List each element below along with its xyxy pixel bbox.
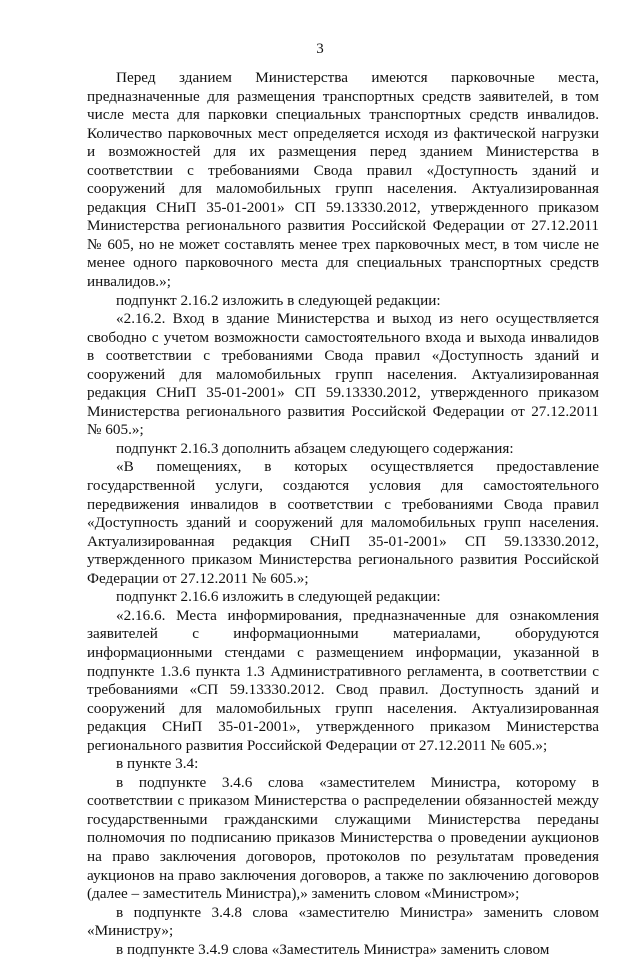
paragraph-subpoint-2-16-6-intro: подпункт 2.16.6 изложить в следующей редакции: xyxy=(116,588,441,606)
paragraph-point-3-4-intro: в пункте 3.4: xyxy=(116,755,199,773)
page-number: 3 xyxy=(316,41,324,57)
paragraph-subpoint-3-4-9: в подпункте 3.4.9 слова «Заместитель Министра» заменить словом xyxy=(116,940,550,958)
paragraph-subpoint-3-4-8: в подпункте 3.4.8 слова «заместителю Министра» заменить словом «Министру»; xyxy=(87,903,599,940)
paragraph-parking: Перед зданием Министерства имеются парковочные места, предназначенные для размещения транспортных средств заявителей, в том числе места для парковки специальных транспортных средств инвалидов. Количество парковочных мест определяется исходя из фактической нагрузки и возможностей для их размещения перед зданием Министерства в соответствии с требованиями Свода правил «Доступность зданий и сооружений для маломобильных групп населения. Актуализированная редакция СНиП 35-01-2001» СП 59.13330.2012, утвержденного приказом Министерства регионального развития Российской Федерации от 27.12.2011 № 605, но не может составлять менее трех парковочных мест, в том числе не менее одного парковочного места для специальных транспортных средств инвалидов.»; xyxy=(87,69,599,291)
paragraph-subpoint-2-16-6-text: «2.16.6. Места информирования, предназначенные для ознакомления заявителей с информационными материалами, оборудуются информационными стендами с размещением информации, указанной в подпункте 1.3.6 пункта 1.3 Административного регламента, в соответствии с требованиями «СП 59.13330.2012. Свод правил. Доступность зданий и сооружений для маломобильных групп населения. Актуализированная редакция СНиП 35-01-2001», утвержденного приказом Министерства регионального развития Российской Федерации от 27.12.2011 № 605.»; xyxy=(87,606,599,754)
paragraph-subpoint-3-4-6: в подпункте 3.4.6 слова «заместителем Министра, которому в соответствии с приказом Министерства о распределении обязанностей между государственными гражданскими служащими Министерства переданы полномочия по подписанию приказов Министерства о проведении аукционов на право заключения договоров, протоколов по результатам проведения аукционов на право заключения договоров, а также по заключению договоров (далее – заместитель Министра),» заменить словом «Министром»; xyxy=(87,773,599,903)
paragraph-subpoint-2-16-3-text: «В помещениях, в которых осуществляется предоставление государственной услуги, создаются условия для самостоятельного передвижения инвалидов в соответствии с требованиями Свода правил «Доступность зданий и сооружений для маломобильных групп населения. Актуализированная редакция СНиП 35-01-2001» СП 59.13330.2012, утвержденного приказом Министерства регионального развития Российской Федерации от 27.12.2011 № 605.»; xyxy=(87,458,599,587)
document-body xyxy=(87,69,599,959)
paragraph-subpoint-2-16-2-text: «2.16.2. Вход в здание Министерства и выход из него осуществляется свободно с учетом возможности самостоятельного входа и выхода инвалидов в соответствии с требованиями Свода правил «Доступность зданий и сооружений для маломобильных групп населения. Актуализированная редакция СНиП 35-01-2001» СП 59.13330.2012, утвержденного приказом Министерства регионального развития Российской Федерации от 27.12.2011 № 605.»; xyxy=(87,310,599,439)
paragraph-subpoint-2-16-3-intro: подпункт 2.16.3 дополнить абзацем следующего содержания: xyxy=(116,439,514,457)
paragraph-subpoint-2-16-2-intro: подпункт 2.16.2 изложить в следующей редакции: xyxy=(116,291,441,309)
